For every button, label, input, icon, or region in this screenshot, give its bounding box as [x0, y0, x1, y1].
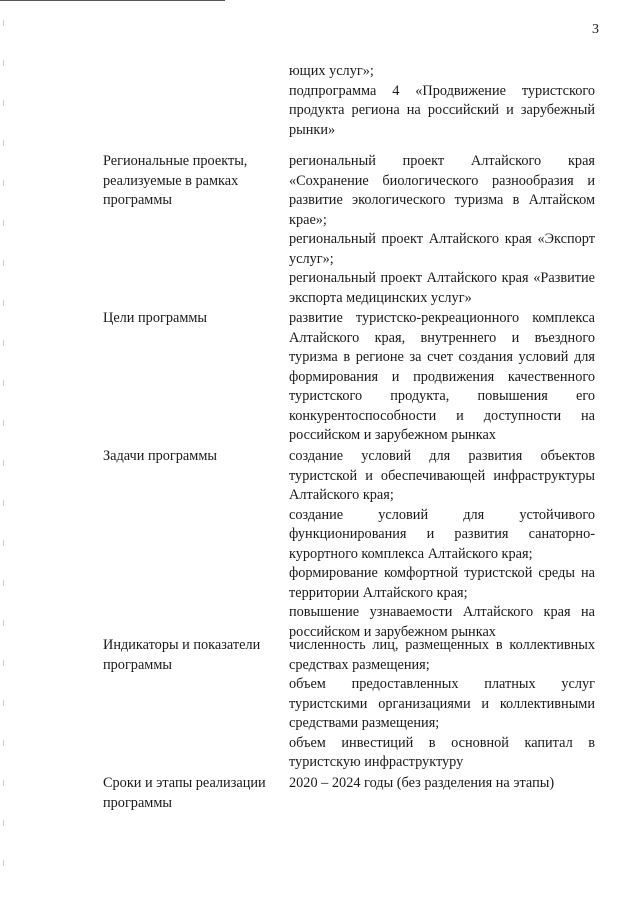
section-item: 2020 – 2024 годы (без разделения на этапы) — [289, 775, 555, 791]
section-label: Региональные проекты, реализуемые в рамках программы — [103, 153, 248, 208]
section-item: повышение узнаваемости Алтайского края на российском и зарубежном рынках — [289, 604, 595, 640]
section-value — [289, 447, 595, 642]
page-number: 3 — [592, 22, 599, 37]
section-item: развитие туристско-рекреационного комплекса Алтайского края, внутреннего и въездного туризма в регионе за счет создания условий для формирования и продвижения качественного туристского продукта, повышения его конкурентоспособности и доступности на российском и зарубежном рынках — [289, 310, 595, 443]
section-item: формирование комфортной туристской среды на территории Алтайского края; — [289, 565, 595, 601]
section-value — [289, 309, 595, 446]
section-label: Цели программы — [103, 310, 208, 326]
section-label: Индикаторы и показатели программы — [103, 637, 261, 673]
section-item: объем инвестиций в основной капитал в туристскую инфраструктуру — [289, 734, 595, 770]
section-label: Задачи программы — [103, 448, 217, 464]
scan-margin-marks — [3, 20, 4, 880]
section-value — [289, 636, 595, 773]
section-item: региональный проект Алтайского края «Экспорт услуг»; — [289, 231, 595, 267]
section-item: региональный проект Алтайского края «Сохранение биологического разнообразия и развитие экологического туризма в Алтайском крае»; — [289, 153, 595, 228]
section-item: создание условий для устойчивого функционирования и развития санаторно-курортного комплекса Алтайского края; — [289, 506, 595, 562]
continuation-line: ющих услуг»; — [289, 63, 374, 79]
section-item: создание условий для развития объектов туристской и обеспечивающей инфраструктуры Алтайского края; — [289, 448, 595, 503]
section-value — [289, 152, 595, 308]
section-label: Сроки и этапы реализации программы — [103, 775, 266, 811]
section-item: региональный проект Алтайского края «Развитие экспорта медицинских услуг» — [289, 270, 595, 306]
section-item: численность лиц, размещенных в коллективных средствах размещения; — [289, 637, 595, 673]
continuation-line: подпрограмма 4 «Продвижение туристского продукта региона на российский и зарубежный рынки» — [289, 82, 595, 138]
continuation-text — [289, 62, 595, 140]
section-value — [289, 774, 595, 794]
top-rule — [0, 0, 225, 1]
section-item: объем предоставленных платных услуг туристскими организациями и коллективными средствами размещения; — [289, 676, 595, 731]
